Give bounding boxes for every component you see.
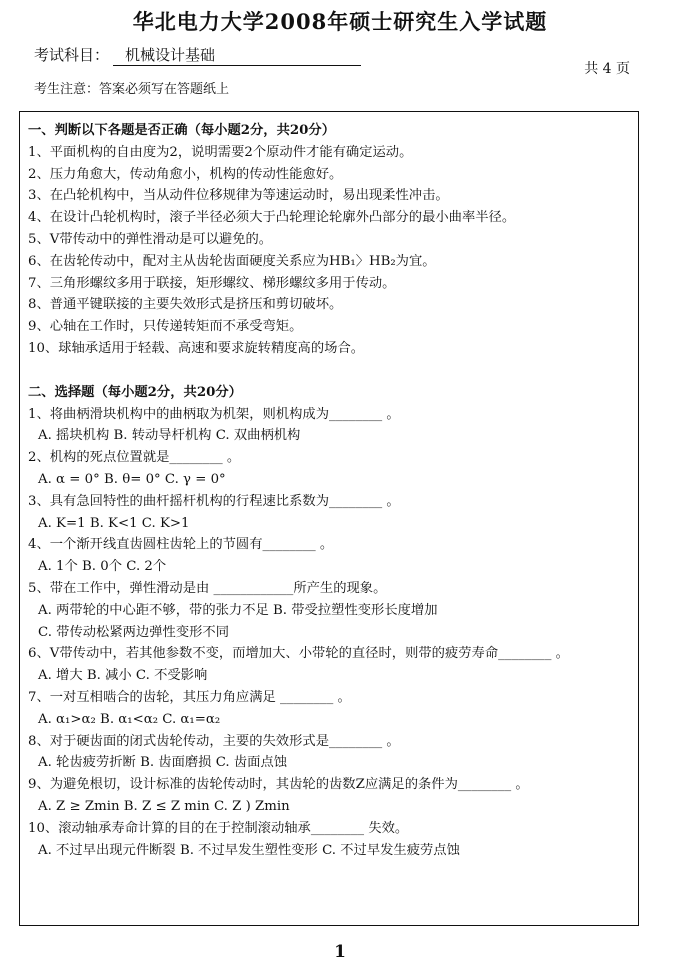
tf-question: 2、压力角愈大，传动角愈小，机构的传动性能愈好。 [28, 166, 343, 182]
mc-question: 9、为避免根切，设计标准的齿轮传动时，其齿轮的齿数Z应满足的条件为________ 。 [28, 777, 529, 793]
exam-title: 华北电力大学2008年硕士研究生入学试题 [132, 9, 548, 34]
subject-row [34, 44, 361, 66]
page-count: 共 4 页 [584, 61, 630, 77]
tf-question: 10、球轴承适用于轻载、高速和要求旋转精度高的场合。 [28, 340, 365, 356]
mc-options: A. 不过早出现元件断裂 B. 不过早发生塑性变形 C. 不过早发生疲劳点蚀 [38, 842, 460, 858]
mc-options: A. 1个 B. 0个 C. 2个 [38, 559, 167, 575]
mc-question: 4、一个渐开线直齿圆柱齿轮上的节圆有________ 。 [28, 537, 334, 553]
tf-question: 7、三角形螺纹多用于联接，矩形螺纹、梯形螺纹多用于传动。 [28, 275, 396, 291]
mc-question: 8、对于硬齿面的闭式齿轮传动，主要的失效形式是________ 。 [28, 733, 400, 749]
tf-question: 6、在齿轮传动中，配对主从齿轮齿面硬度关系应为HB₁〉HB₂为宜。 [28, 253, 436, 269]
mc-options: A. 摇块机构 B. 转动导杆机构 C. 双曲柄机构 [38, 428, 301, 444]
tf-question: 8、普通平键联接的主要失效形式是挤压和剪切破坏。 [28, 297, 343, 313]
question-content [28, 120, 628, 861]
exam-notice: 考生注意：答案必须写在答题纸上 [34, 82, 230, 97]
mc-options: A. α₁>α₂ B. α₁<α₂ C. α₁=α₂ [38, 711, 221, 727]
mc-question: 10、滚动轴承寿命计算的目的在于控制滚动轴承________ 失效。 [28, 820, 409, 836]
mc-options: A. 增大 B. 减小 C. 不受影响 [38, 668, 208, 684]
tf-question: 5、V带传动中的弹性滑动是可以避免的。 [28, 231, 273, 247]
mc-question: 3、具有急回特性的曲杆摇杆机构的行程速比系数为________ 。 [28, 493, 400, 509]
tf-question: 9、心轴在工作时，只传递转矩而不承受弯矩。 [28, 319, 303, 335]
subject-value: 机械设计基础 [113, 44, 361, 66]
mc-options: A. Z ≥ Zmin B. Z ≤ Z min C. Z ) Zmin [38, 798, 290, 814]
mc-question: 7、一对互相啮合的齿轮，其压力角应满足 ________ 。 [28, 689, 351, 705]
mc-options: A. α = 0° B. θ= 0° C. γ = 0° [38, 471, 226, 487]
mc-options: A. 轮齿疲劳折断 B. 齿面磨损 C. 齿面点蚀 [38, 755, 288, 771]
mc-question: 5、带在工作中，弹性滑动是由 ____________所产生的现象。 [28, 580, 387, 596]
tf-question: 3、在凸轮机构中，当从动件位移规律为等速运动时，易出现柔性冲击。 [28, 188, 449, 204]
mc-options: C. 带传动松紧两边弹性变形不同 [38, 624, 230, 640]
subject-label: 考试科目： [34, 46, 110, 64]
mc-options: A. K=1 B. K<1 C. K>1 [38, 515, 190, 531]
section2-heading: 二、选择题（每小题2分，共20分） [28, 384, 242, 400]
mc-question: 6、V带传动中，若其他参数不变，而增加大、小带轮的直径时，则带的疲劳寿命________ 。 [28, 646, 569, 662]
section1-heading: 一、判断以下各题是否正确（每小题2分，共20分） [28, 123, 335, 138]
mc-question: 1、将曲柄滑块机构中的曲柄取为机架，则机构成为________ 。 [28, 406, 400, 422]
mc-options: A. 两带轮的中心距不够，带的张力不足 B. 带受拉塑性变形长度增加 [38, 602, 438, 618]
tf-question: 1、平面机构的自由度为2，说明需要2个原动件才能有确定运动。 [28, 144, 413, 160]
tf-question: 4、在设计凸轮机构时，滚子半径必须大于凸轮理论轮廓外凸部分的最小曲率半径。 [28, 210, 516, 226]
mc-question: 2、机构的死点位置就是________ 。 [28, 450, 241, 466]
page-number: 1 [334, 942, 346, 962]
